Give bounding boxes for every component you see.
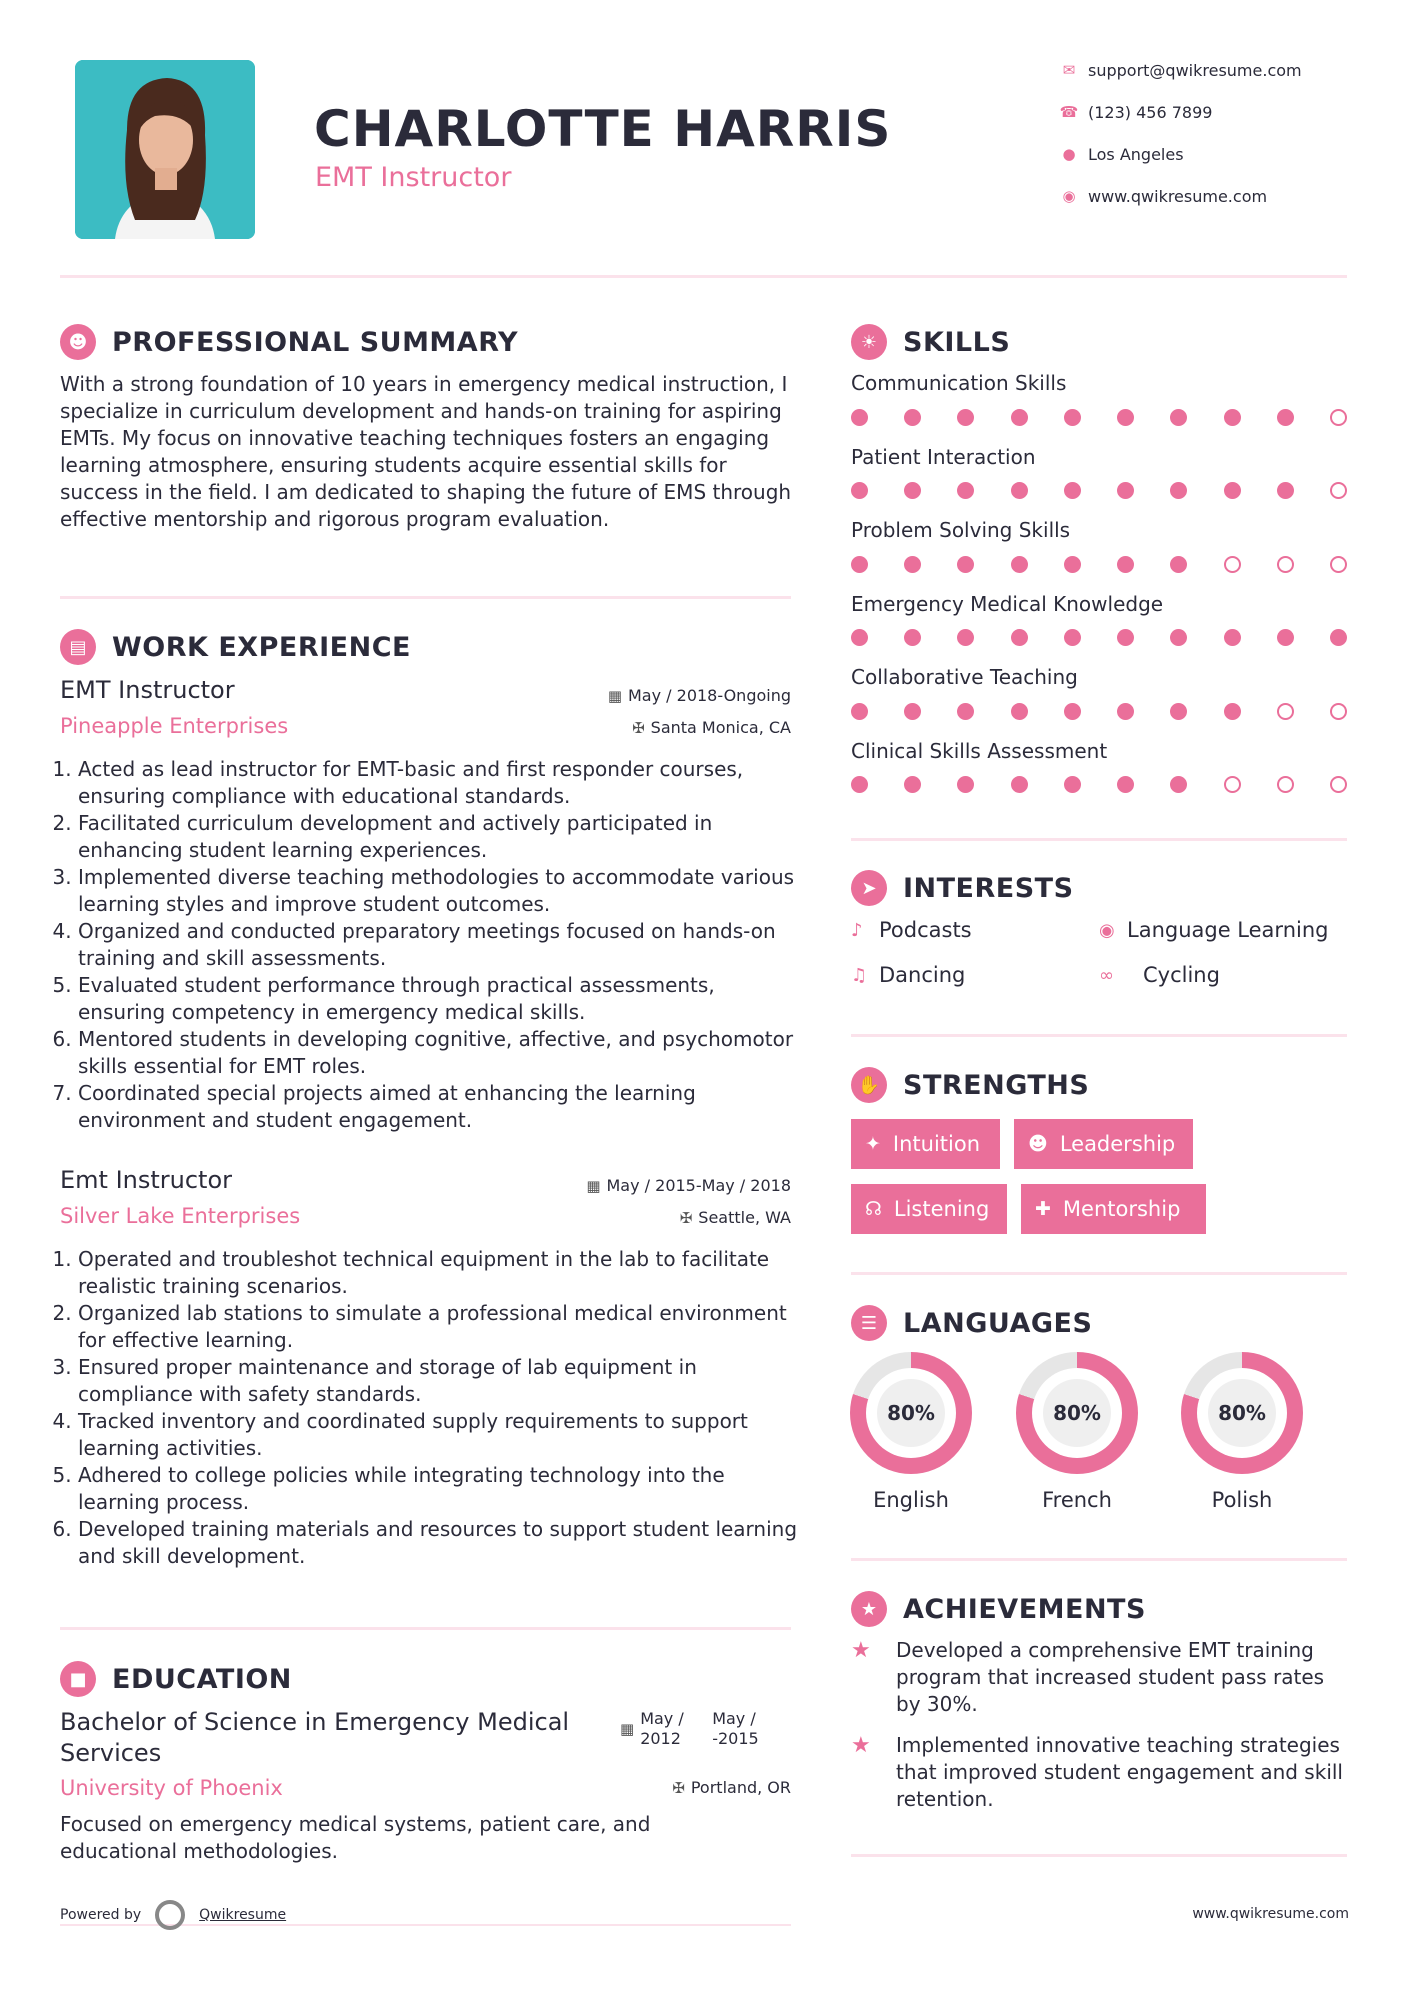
list-item: 6. Developed training materials and resources to support student learning and skill development. — [78, 1516, 800, 1570]
skill-name: Collaborative Teaching — [851, 665, 1078, 689]
section-divider — [851, 1272, 1347, 1275]
languages-heading: ☰ LANGUAGES — [851, 1303, 1092, 1343]
skill-dot-filled — [1170, 556, 1187, 573]
list-item: 2. Facilitated curriculum development and actively participated in enhancing student learning experiences. — [78, 810, 800, 864]
section-divider — [851, 1558, 1347, 1561]
job-title: EMT Instructor — [60, 676, 235, 704]
user-plus-icon: ✚ — [1035, 1198, 1051, 1220]
language-name: French — [1042, 1488, 1112, 1512]
bicycle-icon: ∞ — [1099, 964, 1114, 986]
education-description: Focused on emergency medical systems, patient care, and educational methodologies. — [60, 1812, 651, 1863]
lightbulb-icon: ☀ — [851, 324, 887, 360]
skill-dot-filled — [1224, 409, 1241, 426]
list-item: 4. Tracked inventory and coordinated supply requirements to support learning activities. — [78, 1408, 800, 1462]
fist-icon: ✋ — [851, 1067, 887, 1103]
skills-heading: ☀ SKILLS — [851, 322, 1010, 362]
skill-dot-filled — [904, 482, 921, 499]
contact-email[interactable]: ✉ support@qwikresume.com — [1050, 57, 1302, 83]
skill-dot-filled — [957, 482, 974, 499]
skill-dot-filled — [904, 556, 921, 573]
strengths-heading: ✋ STRENGTHS — [851, 1065, 1089, 1105]
skill-dot-empty — [1277, 703, 1294, 720]
job-company: Silver Lake Enterprises — [60, 1204, 301, 1228]
footer-website[interactable]: www.qwikresume.com — [1192, 1906, 1349, 1922]
job-date: ▦ May / 2015-May / 2018 — [586, 1176, 791, 1195]
skill-name: Clinical Skills Assessment — [851, 739, 1108, 763]
section-divider — [851, 1034, 1347, 1037]
envelope-icon: ✉ — [1062, 61, 1076, 79]
skill-dot-filled — [1064, 703, 1081, 720]
skill-dot-filled — [1011, 409, 1028, 426]
skill-dot-filled — [1011, 482, 1028, 499]
skill-dot-filled — [1170, 776, 1187, 793]
globe-icon: ◉ — [1099, 919, 1115, 941]
brand-link[interactable]: Qwikresume — [199, 1907, 287, 1923]
skill-dot-filled — [957, 776, 974, 793]
contact-website[interactable]: ◉ www.qwikresume.com — [1050, 183, 1267, 209]
skill-rating — [851, 703, 1347, 720]
language-progress-ring — [850, 1352, 972, 1474]
calendar-icon: ▦ — [607, 687, 622, 705]
achievements-heading: ★ ACHIEVEMENTS — [851, 1589, 1146, 1629]
skill-dot-filled — [1117, 556, 1134, 573]
degree-title: Bachelor of Science in Emergency Medical Services — [60, 1708, 570, 1767]
section-divider — [60, 596, 791, 599]
language-name: English — [873, 1488, 949, 1512]
skill-dot-filled — [851, 556, 868, 573]
contact-location: ● Los Angeles — [1050, 141, 1184, 167]
user-icon: ☻ — [60, 324, 96, 360]
calendar-icon: ▦ — [620, 1720, 635, 1738]
achievement-item: ★ Implemented innovative teaching strategies that improved student engagement and skill retention. — [851, 1733, 1343, 1811]
skill-dot-filled — [1277, 409, 1294, 426]
language-progress-ring — [1181, 1352, 1303, 1474]
skill-dot-filled — [851, 776, 868, 793]
list-item: 7. Coordinated special projects aimed at enhancing the learning environment and student engagement. — [78, 1080, 800, 1134]
skill-rating — [851, 629, 1347, 646]
shooting-star-icon: ★ — [851, 1733, 871, 1758]
skill-dot-filled — [1011, 703, 1028, 720]
skill-rating — [851, 409, 1347, 426]
experience-heading: ▤ WORK EXPERIENCE — [60, 627, 411, 667]
list-item: 5. Evaluated student performance through practical assessments, ensuring competency in emergency medical skills. — [78, 972, 800, 1026]
skill-rating — [851, 776, 1347, 793]
magic-wand-icon: ✦ — [865, 1133, 881, 1155]
profile-photo — [75, 60, 255, 239]
calendar-icon: ▦ — [586, 1177, 601, 1195]
achievement-item: ★ Developed a comprehensive EMT training program that increased student pass rates by 30%. — [851, 1638, 1325, 1716]
skill-dot-empty — [1224, 556, 1241, 573]
strength-tag: ☊ Listening — [851, 1184, 1007, 1234]
pin-icon: ✠ — [632, 719, 645, 737]
job-title: Emt Instructor — [60, 1166, 233, 1194]
summary-heading: ☻ PROFESSIONAL SUMMARY — [60, 322, 518, 362]
language-name: Polish — [1211, 1488, 1273, 1512]
skill-dot-filled — [1117, 776, 1134, 793]
skill-dot-filled — [1064, 776, 1081, 793]
qwikresume-logo-icon — [155, 1900, 185, 1930]
skill-dot-empty — [1277, 556, 1294, 573]
graduation-icon: ■ — [60, 1661, 96, 1697]
job-duties-list — [60, 1246, 800, 1570]
contact-phone[interactable]: ☎ (123) 456 7899 — [1050, 99, 1212, 125]
language-item — [1181, 1352, 1303, 1512]
skill-dot-filled — [1170, 629, 1187, 646]
section-divider — [60, 1627, 791, 1630]
skill-dot-filled — [1224, 703, 1241, 720]
skill-dot-filled — [957, 629, 974, 646]
strength-tag: ✚ Mentorship — [1021, 1184, 1206, 1234]
star-icon: ★ — [851, 1591, 887, 1627]
headphones-icon: ☊ — [865, 1198, 882, 1220]
skill-dot-filled — [1011, 629, 1028, 646]
skill-dot-filled — [1064, 482, 1081, 499]
job-location: ✠ Seattle, WA — [679, 1208, 791, 1227]
skill-dot-filled — [904, 409, 921, 426]
education-heading: ■ EDUCATION — [60, 1659, 292, 1699]
skill-dot-filled — [904, 776, 921, 793]
skill-dot-filled — [1224, 629, 1241, 646]
skill-dot-filled — [1011, 776, 1028, 793]
skill-dot-filled — [1170, 482, 1187, 499]
language-percent: 80% — [877, 1379, 945, 1447]
list-item: 3. Implemented diverse teaching methodologies to accommodate various learning styles and improve student outcomes. — [78, 864, 800, 918]
paper-plane-icon: ➤ — [851, 870, 887, 906]
language-percent: 80% — [1043, 1379, 1111, 1447]
globe-icon: ◉ — [1062, 187, 1076, 205]
skill-dot-filled — [957, 703, 974, 720]
skill-dot-filled — [957, 409, 974, 426]
skill-dot-filled — [904, 629, 921, 646]
education-location: ✠ Portland, OR — [672, 1778, 791, 1797]
skill-dot-filled — [1277, 482, 1294, 499]
powered-by: Powered by Qwikresume — [60, 1900, 286, 1930]
interest-item: ♫ Dancing — [851, 963, 966, 987]
school-name: University of Phoenix — [60, 1776, 283, 1800]
language-item — [1016, 1352, 1138, 1512]
skill-dot-filled — [851, 629, 868, 646]
skill-dot-filled — [1170, 409, 1187, 426]
interest-item: ◉ Language Learning — [1099, 918, 1329, 942]
map-marker-icon: ● — [1062, 145, 1076, 163]
candidate-title: EMT Instructor — [315, 162, 512, 193]
list-item: 3. Ensured proper maintenance and storage of lab equipment in compliance with safety standards. — [78, 1354, 800, 1408]
list-item: 1. Operated and troubleshot technical equipment in the lab to facilitate realistic training scenarios. — [78, 1246, 800, 1300]
skill-dot-filled — [904, 703, 921, 720]
job-duties-list — [60, 756, 800, 1134]
shooting-star-icon: ★ — [851, 1638, 871, 1663]
skill-dot-filled — [1011, 556, 1028, 573]
briefcase-icon: ▤ — [60, 629, 96, 665]
skill-dot-filled — [1277, 629, 1294, 646]
skill-dot-filled — [1064, 409, 1081, 426]
skill-dot-filled — [957, 556, 974, 573]
pin-icon: ✠ — [679, 1209, 693, 1227]
interest-item: ♪ Podcasts — [851, 918, 972, 942]
skill-name: Emergency Medical Knowledge — [851, 592, 1164, 616]
language-icon: ☰ — [851, 1305, 887, 1341]
skill-dot-empty — [1330, 556, 1347, 573]
skill-dot-filled — [1064, 629, 1081, 646]
skill-dot-empty — [1330, 703, 1347, 720]
skill-dot-empty — [1330, 409, 1347, 426]
skill-dot-filled — [1117, 703, 1134, 720]
candidate-name: CHARLOTTE HARRIS — [314, 100, 892, 158]
skill-dot-filled — [1117, 409, 1134, 426]
skill-dot-filled — [1224, 482, 1241, 499]
list-item: 4. Organized and conducted preparatory meetings focused on hands-on training and skill assessments. — [78, 918, 800, 972]
job-company: Pineapple Enterprises — [60, 714, 289, 738]
interest-item: ∞ Cycling — [1099, 963, 1220, 987]
skill-dot-filled — [851, 409, 868, 426]
microphone-icon: ♪ — [851, 919, 863, 941]
skill-dot-empty — [1224, 776, 1241, 793]
skill-dot-empty — [1277, 776, 1294, 793]
skill-name: Problem Solving Skills — [851, 518, 1071, 542]
section-divider — [851, 838, 1347, 841]
interests-heading: ➤ INTERESTS — [851, 868, 1074, 908]
skill-dot-filled — [851, 703, 868, 720]
music-note-icon: ♫ — [851, 964, 868, 986]
summary-text: With a strong foundation of 10 years in emergency medical instruction, I specialize in curriculum development and hands-on training for aspiring EMTs. My focus on innovative teaching techniques fosters an engaging learning atmosphere, ensuring students acquire essential skills for success in the field. I am dedicated to shaping the future of EMS through effective mentorship and rigorous program evaluation. — [60, 372, 792, 531]
skill-dot-filled — [1330, 629, 1347, 646]
pin-icon: ✠ — [672, 1779, 685, 1797]
phone-icon: ☎ — [1059, 103, 1079, 121]
job-date: ▦ May / 2018-Ongoing — [607, 686, 791, 705]
strength-tag: ☻ Leadership — [1014, 1119, 1193, 1169]
skill-rating — [851, 556, 1347, 573]
skill-name: Communication Skills — [851, 371, 1067, 395]
skill-dot-empty — [1330, 776, 1347, 793]
skill-name: Patient Interaction — [851, 445, 1036, 469]
language-progress-ring — [1016, 1352, 1138, 1474]
skill-rating — [851, 482, 1347, 499]
language-item — [850, 1352, 972, 1512]
section-divider — [851, 1854, 1347, 1857]
users-icon: ☻ — [1028, 1133, 1048, 1155]
skill-dot-filled — [1117, 629, 1134, 646]
list-item: 5. Adhered to college policies while integrating technology into the learning process. — [78, 1462, 800, 1516]
skill-dot-filled — [851, 482, 868, 499]
list-item: 6. Mentored students in developing cognitive, affective, and psychomotor skills essential for EMT roles. — [78, 1026, 800, 1080]
header-divider — [60, 275, 1347, 278]
strength-tag: ✦ Intuition — [851, 1119, 1000, 1169]
skill-dot-filled — [1170, 703, 1187, 720]
list-item: 1. Acted as lead instructor for EMT-basic and first responder courses, ensuring compliance with educational standards. — [78, 756, 800, 810]
education-date: ▦ May / 2012 May / -2015 — [620, 1709, 759, 1748]
job-location: ✠ Santa Monica, CA — [632, 718, 791, 737]
language-percent: 80% — [1208, 1379, 1276, 1447]
list-item: 2. Organized lab stations to simulate a professional medical environment for effective learning. — [78, 1300, 800, 1354]
skill-dot-filled — [1117, 482, 1134, 499]
skill-dot-empty — [1330, 482, 1347, 499]
skill-dot-filled — [1064, 556, 1081, 573]
